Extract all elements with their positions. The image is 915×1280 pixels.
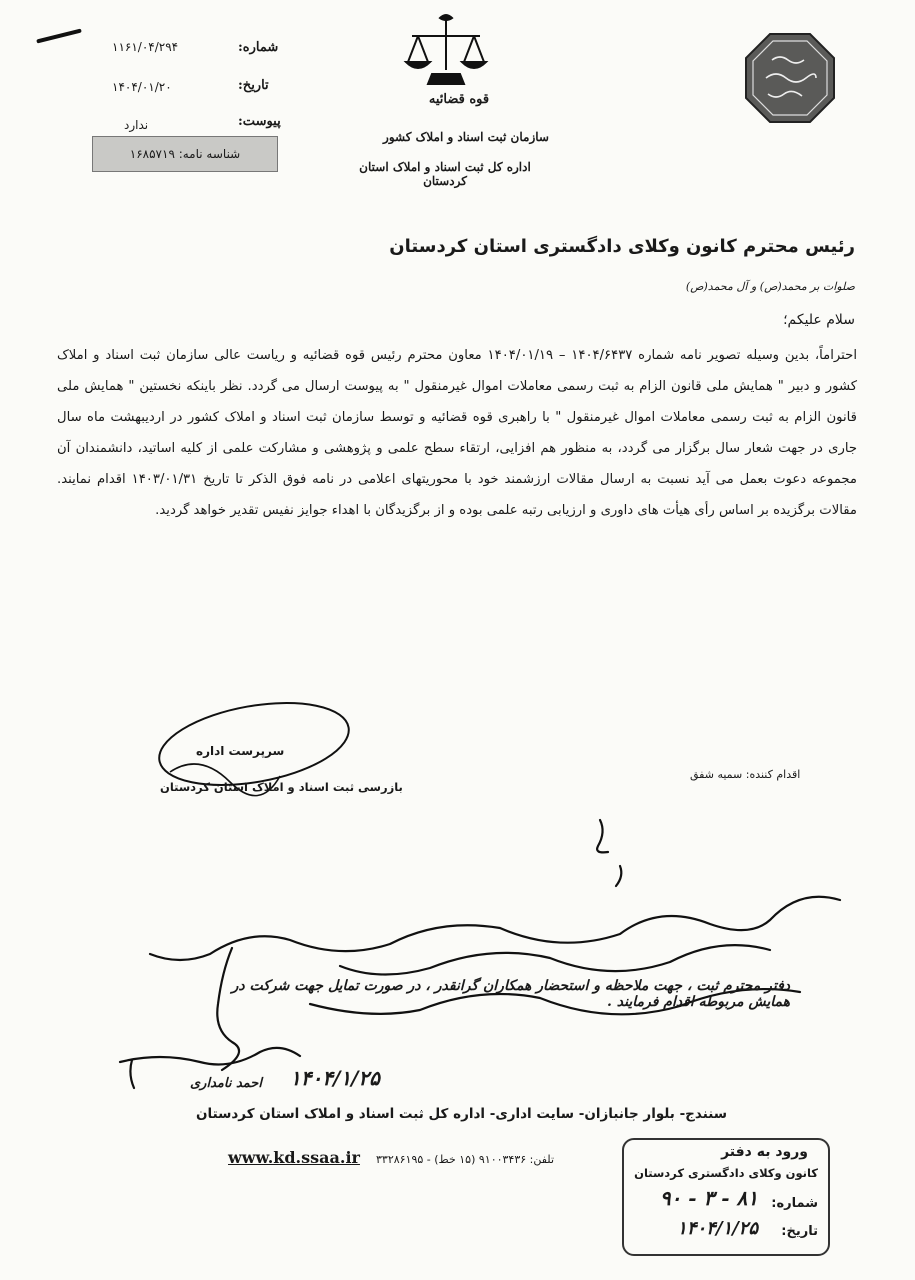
dept-name: اداره کل ثبت اسناد و املاک استان کردستان [359, 160, 531, 188]
judiciary-emblem-icon [400, 12, 492, 92]
stamp-org: کانون وکلای دادگستری کردستان [634, 1166, 818, 1180]
serial-box: شناسه نامه: ۱۶۸۵۷۱۹ [92, 136, 278, 172]
signatory-title: سرپرست اداره [196, 744, 285, 758]
footer-website: www.kd.ssaa.ir [228, 1148, 360, 1167]
handwritten-referral-note: دفتر محترم ثبت ، جهت ملاحظه و استحضار همکاران گرانقدر ، در صورت تمایل جهت شرکت در همایش مربوطه اقدام فرمایند . [231, 978, 790, 1010]
greeting: سلام علیکم؛ [783, 312, 855, 328]
number-value: ۱۱۶۱/۰۴/۲۹۴ [112, 40, 179, 54]
corner-mark [36, 28, 82, 43]
attachment-label: پیوست: [238, 114, 281, 129]
footer-address: سنندج- بلوار جانبازان- سایت اداری- اداره کل ثبت اسناد و املاک استان کردستان [196, 1106, 727, 1122]
stamp-number-label: شماره: [771, 1196, 818, 1211]
date-value: ۱۴۰۴/۰۱/۲۰ [112, 80, 172, 94]
year-slogan-seal-icon [742, 30, 838, 126]
stamp-number-value: ۸۱ - ۳ - ۹۰ [659, 1186, 758, 1210]
signatory-unit: بازرسی ثبت اسناد و املاک استان کردستان [160, 780, 403, 794]
recipient-heading: رئیس محترم کانون وکلای دادگستری استان کردستان [389, 236, 855, 257]
receipt-stamp [622, 1138, 830, 1256]
honorific-line: صلوات بر محمد(ص) و آل محمد(ص) [685, 280, 855, 293]
org-name: سازمان ثبت اسناد و املاک کشور [383, 130, 549, 144]
stamp-title: ورود به دفتر [721, 1144, 808, 1160]
number-label: شماره: [238, 40, 279, 55]
letter-body: احتراماً، بدین وسیله تصویر نامه شماره ۱۴۰۴/۶۴۳۷ – ۱۴۰۴/۰۱/۱۹ معاون محترم رئیس قوه قضائیه و ریاست عالی سازمان ثبت اسناد و املاک کشور و دبیر " همایش ملی قانون الزام به ثبت رسمی معاملات اموال غیرمنقول " به پیوست ارسال می گردد. نظر باینکه نخستین " همایش ملی قانون الزام به ثبت رسمی معاملات اموال غیرمنقول " با راهبری قوه قضائیه و توسط سازمان ثبت اسناد و املاک کشور در اردیبهشت ماه سال جاری در جهت شعار سال برگزار می گردد، به منظور هم افزایی، ارتقاء سطح علمی و پژوهشی و مشارکت علمی از کلیه اساتید، دانشمندان آن مجموعه دعوت بعمل می آید نسبت به ارسال مقالات ارزشمند خود با محوریتهای اعلامی در نامه فوق الذکر تا تاریخ ۱۴۰۳/۰۱/۳۱ اقدام نمایند. مقالات برگزیده بر اساس رأی هیأت های داوری و ارزیابی رتبه علمی بوده و از برگزیدگان با اهداء جوایز نفیس تقدیر خواهد گردید. [57, 348, 857, 518]
footer-phones: تلفن: ۹۱۰۰۳۴۳۶ (۱۵ خط) - ۳۳۲۸۶۱۹۵ [376, 1153, 554, 1166]
handwritten-date: ۱۴۰۴/۱/۲۵ [290, 1066, 380, 1090]
date-label: تاریخ: [238, 78, 269, 93]
prepared-by: اقدام کننده: سمیه شفق [690, 768, 801, 781]
stamp-date-value: ۱۴۰۴/۱/۲۵ [677, 1218, 758, 1239]
stamp-date-label: تاریخ: [781, 1224, 818, 1239]
attachment-value: ندارد [124, 118, 149, 132]
judiciary-title: قوه قضائیه [428, 92, 490, 107]
handwritten-signer: احمد نامداری [190, 1076, 262, 1091]
